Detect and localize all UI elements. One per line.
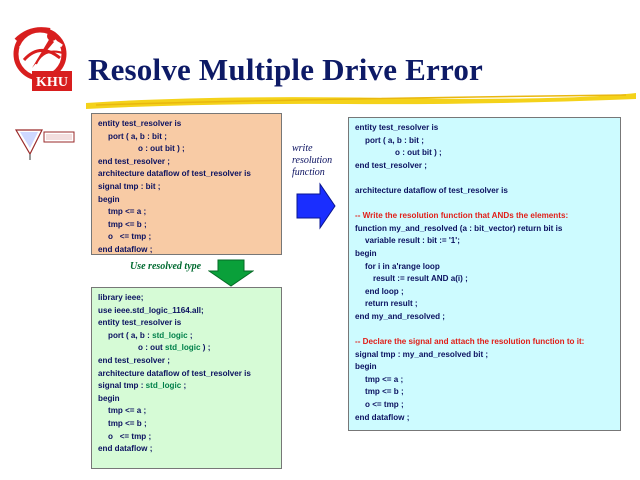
code-line: o <= tmp ; — [365, 400, 404, 410]
code-comment: -- Write the resolution function that ANDs the elements: — [355, 211, 569, 221]
down-arrow-icon — [208, 259, 254, 287]
code-line: return result ; — [365, 299, 418, 309]
title-underline-decoration — [86, 89, 636, 111]
code-line: o <= tmp ; — [108, 431, 152, 441]
std-logic-keyword: std_logic — [164, 343, 201, 353]
write-resolution-function-label: write resolution function — [292, 143, 333, 178]
use-resolved-type-label: Use resolved type — [130, 261, 202, 272]
code-line: for i in a'range loop — [365, 261, 440, 271]
resolved-type-code-box — [91, 287, 282, 469]
code-line: architecture dataflow of test_resolver is — [98, 368, 251, 378]
code-line: o <= tmp ; — [108, 232, 152, 242]
code-line: architecture dataflow of test_resolver is — [98, 169, 251, 179]
original-code-box — [91, 113, 282, 255]
code-line: port ( a, b : std_logic ; — [108, 330, 193, 340]
code-line: use ieee.std_logic_1164.all; — [98, 305, 204, 315]
code-line: end dataflow ; — [98, 444, 153, 454]
code-line: entity test_resolver is — [98, 119, 182, 128]
small-logo-caption — [16, 160, 80, 176]
code-line: library ieee; — [98, 293, 144, 302]
code-line: o : out bit ) ; — [138, 144, 185, 154]
code-line: signal tmp : std_logic ; — [98, 381, 187, 391]
code-line: o : out std_logic ) ; — [138, 343, 211, 353]
right-arrow-icon — [296, 182, 336, 230]
code-line: end loop ; — [365, 286, 404, 296]
code-line: end test_resolver ; — [98, 355, 170, 365]
khu-logo — [10, 24, 78, 96]
code-line: result := result AND a(i) ; — [373, 274, 468, 284]
code-line: port ( a, b : bit ; — [108, 131, 167, 141]
code-line: tmp <= a ; — [365, 374, 404, 384]
code-line: end test_resolver ; — [355, 160, 427, 170]
code-line: end dataflow ; — [355, 412, 410, 422]
code-line: begin — [98, 393, 120, 403]
resolution-function-code-box — [348, 117, 621, 431]
code-line: end test_resolver ; — [98, 156, 170, 166]
std-logic-keyword: std_logic — [145, 381, 182, 391]
code-line: architecture dataflow of test_resolver is — [355, 185, 508, 195]
code-line: entity test_resolver is — [98, 318, 182, 328]
code-line: end dataflow ; — [98, 244, 153, 254]
code-line: port ( a, b : bit ; — [365, 135, 424, 145]
svg-text:KHU: KHU — [36, 75, 68, 90]
code-line: begin — [355, 248, 377, 258]
code-line: o : out bit ) ; — [395, 148, 442, 158]
code-line: entity test_resolver is — [355, 123, 439, 132]
code-line: tmp <= a ; — [108, 207, 147, 217]
code-line: tmp <= b ; — [108, 219, 147, 229]
code-line: tmp <= b ; — [108, 418, 147, 428]
code-line: variable result : bit := '1'; — [365, 236, 460, 246]
code-line: tmp <= b ; — [365, 387, 404, 397]
code-line: signal tmp : my_and_resolved bit ; — [355, 349, 489, 359]
code-line: tmp <= a ; — [108, 406, 147, 416]
code-line: begin — [98, 194, 120, 204]
code-line: begin — [355, 362, 377, 372]
code-comment: -- Declare the signal and attach the resolution function to it: — [355, 337, 585, 347]
slide-title: Resolve Multiple Drive Error — [88, 52, 484, 87]
code-line: signal tmp : bit ; — [98, 181, 161, 191]
code-line: end my_and_resolved ; — [355, 311, 445, 321]
code-line: function my_and_resolved (a : bit_vector) return bit is — [355, 223, 563, 233]
std-logic-keyword: std_logic — [152, 330, 188, 340]
